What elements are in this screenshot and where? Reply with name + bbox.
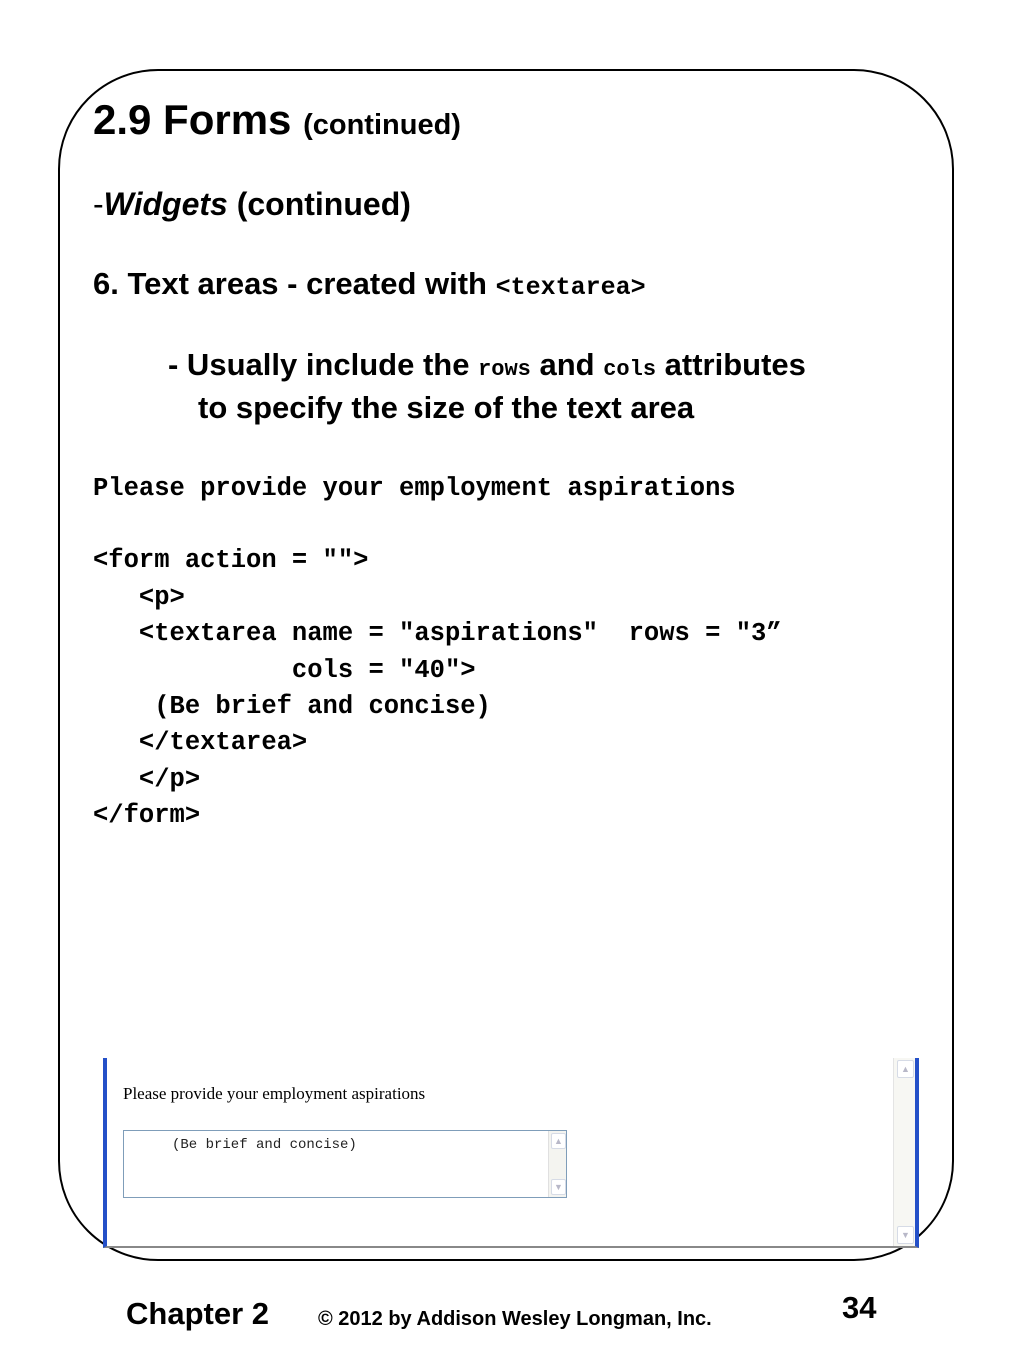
code-line: </textarea>: [93, 728, 308, 757]
code-line: <form action = "">: [93, 546, 369, 575]
bullet-line-2: to specify the size of the text area: [198, 390, 695, 425]
widgets-dash: -: [93, 186, 104, 222]
code-line: <p>: [93, 583, 185, 612]
textarea-value: (Be brief and concise): [172, 1137, 357, 1153]
rendered-form-screenshot: [103, 1058, 919, 1248]
code-line: <textarea name = "aspirations" rows = "3”: [93, 619, 782, 648]
code-line: (Be brief and concise): [93, 692, 491, 721]
item6-text: 6. Text areas - created with: [93, 266, 496, 301]
code-line: </p>: [93, 765, 201, 794]
aspirations-textarea[interactable]: [123, 1130, 567, 1198]
slide-title: [93, 96, 461, 144]
scroll-up-icon[interactable]: ▲: [551, 1133, 566, 1149]
page-number: 34: [842, 1290, 877, 1325]
code-line: Please provide your employment aspirations: [93, 474, 736, 503]
item-text-areas: [93, 266, 646, 302]
widgets-heading: [93, 186, 411, 223]
code-line: </form>: [93, 801, 201, 830]
bullet-code-cols: cols: [603, 357, 657, 382]
page-scroll-down-icon[interactable]: ▼: [897, 1226, 914, 1244]
title-main: 2.9 Forms: [93, 96, 292, 143]
bullet-part2: and: [530, 347, 604, 382]
footer-copyright: © 2012 by Addison Wesley Longman, Inc.: [318, 1308, 712, 1330]
bullet-code-rows: rows: [478, 357, 531, 382]
widgets-rest: (continued): [227, 186, 411, 222]
title-sub: (continued): [303, 109, 461, 141]
widgets-italic: Widgets: [103, 186, 228, 222]
page-scrollbar[interactable]: [893, 1058, 915, 1246]
bullet-part3: attributes: [656, 347, 806, 382]
textarea-scrollbar[interactable]: [548, 1131, 566, 1197]
form-label: Please provide your employment aspirations: [123, 1084, 426, 1103]
item6-code: <textarea>: [495, 273, 646, 302]
scroll-down-icon[interactable]: ▼: [551, 1179, 566, 1195]
bullet-line-1: [168, 347, 806, 383]
footer-chapter: Chapter 2: [126, 1296, 269, 1331]
page-scroll-up-icon[interactable]: ▲: [897, 1060, 914, 1078]
bullet-part1: - Usually include the: [168, 347, 479, 382]
code-line: cols = "40">: [93, 656, 476, 685]
